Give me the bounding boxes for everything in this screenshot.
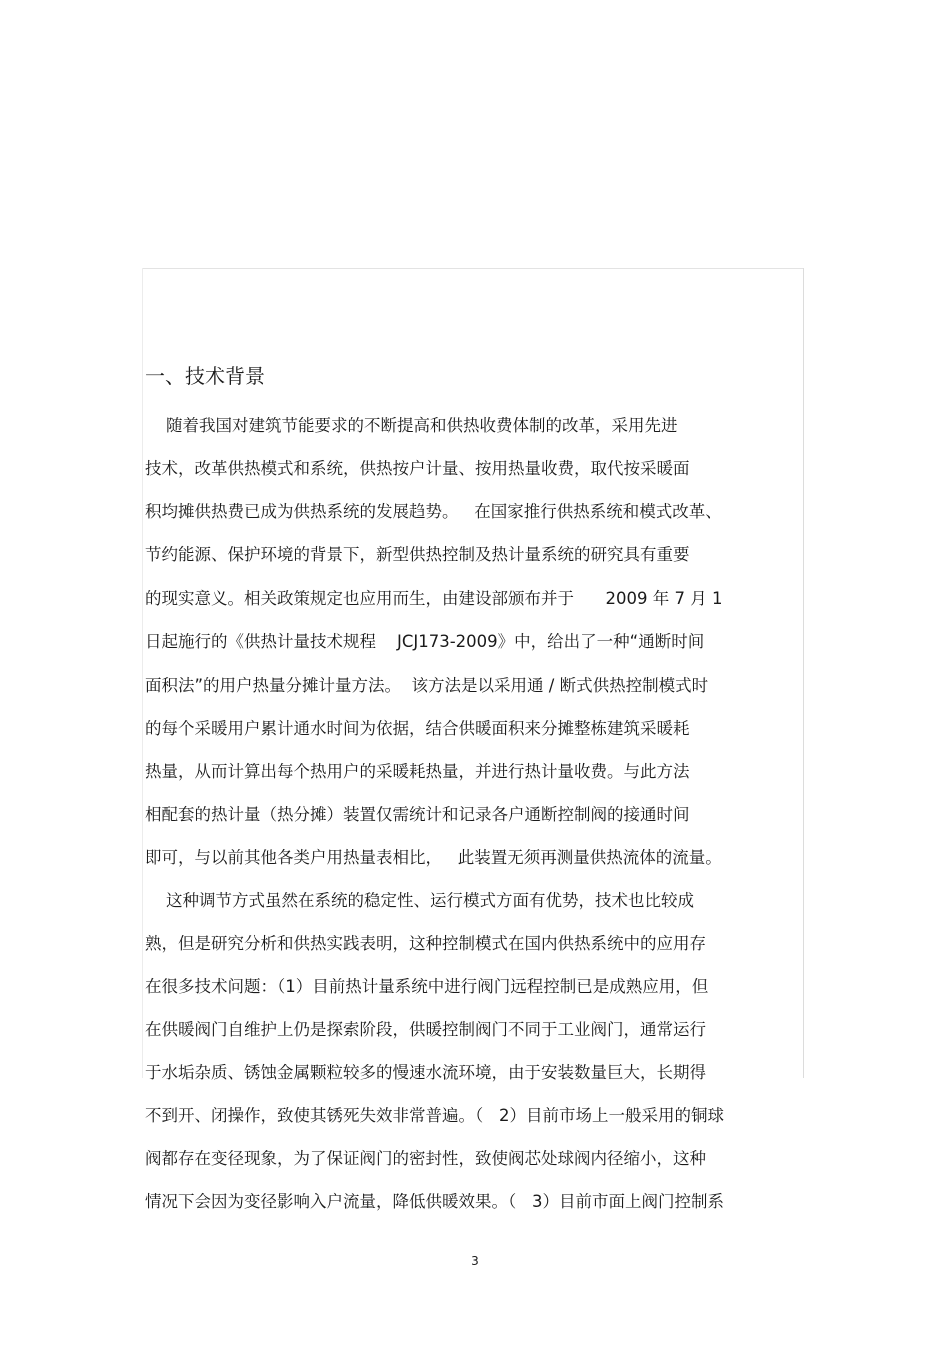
text-line: 随着我国对建筑节能要求的不断提高和供热收费体制的改革，采用先进 [145, 416, 678, 435]
text-line: 不到开、闭操作，致使其锈死失效非常普遍。（ 2）目前市场上一般采用的铜球 [145, 1106, 724, 1125]
text-line: 即可，与以前其他各类户用热量表相比， 此装置无须再测量供热流体的流量。 [145, 848, 722, 867]
text-line: 面积法”的用户热量分摊计量方法。 该方法是以采用通 / 断式供热控制模式时 [145, 676, 709, 695]
text-line: 在很多技术问题：（1）目前热计量系统中进行阀门远程控制已是成熟应用，但 [145, 977, 709, 996]
page-frame-left-border [142, 268, 143, 1078]
text-line: 技术，改革供热模式和系统，供热按户计量、按用热量收费，取代按采暖面 [145, 459, 690, 478]
text-line: 阀都存在变径现象，为了保证阀门的密封性，致使阀芯处球阀内径缩小，这种 [145, 1149, 706, 1168]
text-line: 这种调节方式虽然在系统的稳定性、运行模式方面有优势，技术也比较成 [145, 891, 694, 910]
text-line: 积均摊供热费已成为供热系统的发展趋势。 在国家推行供热系统和模式改革、 [145, 502, 722, 521]
text-line: 情况下会因为变径影响入户流量，降低供暖效果。（ 3）目前市面上阀门控制系 [145, 1192, 724, 1211]
page-frame-top-border [142, 268, 804, 269]
text-line: 相配套的热计量（热分摊）装置仅需统计和记录各户通断控制阀的接通时间 [145, 805, 690, 824]
text-line: 日起施行的《供热计量技术规程 JCJ173-2009》中，给出了一种“通断时间 [145, 632, 705, 651]
text-line: 于水垢杂质、锈蚀金属颗粒较多的慢速水流环境，由于安装数量巨大，长期得 [145, 1063, 706, 1082]
text-line: 热量，从而计算出每个热用户的采暖耗热量，并进行热计量收费。与此方法 [145, 762, 690, 781]
page-number: 3 [471, 1254, 479, 1268]
page-frame-right-border [803, 268, 804, 1078]
text-line: 节约能源、保护环境的背景下，新型供热控制及热计量系统的研究具有重要 [145, 545, 690, 564]
text-line: 熟，但是研究分析和供热实践表明，这种控制模式在国内供热系统中的应用存 [145, 934, 706, 953]
text-line: 在供暖阀门自维护上仍是探索阶段，供暖控制阀门不同于工业阀门，通常运行 [145, 1020, 706, 1039]
text-line: 的每个采暖用户累计通水时间为依据，结合供暖面积来分摊整栋建筑采暖耗 [145, 719, 690, 738]
text-line: 的现实意义。相关政策规定也应用而生，由建设部颁布并于 2009 年 7 月 1 [145, 589, 723, 608]
section-heading: 一、技术背景 [145, 364, 265, 388]
